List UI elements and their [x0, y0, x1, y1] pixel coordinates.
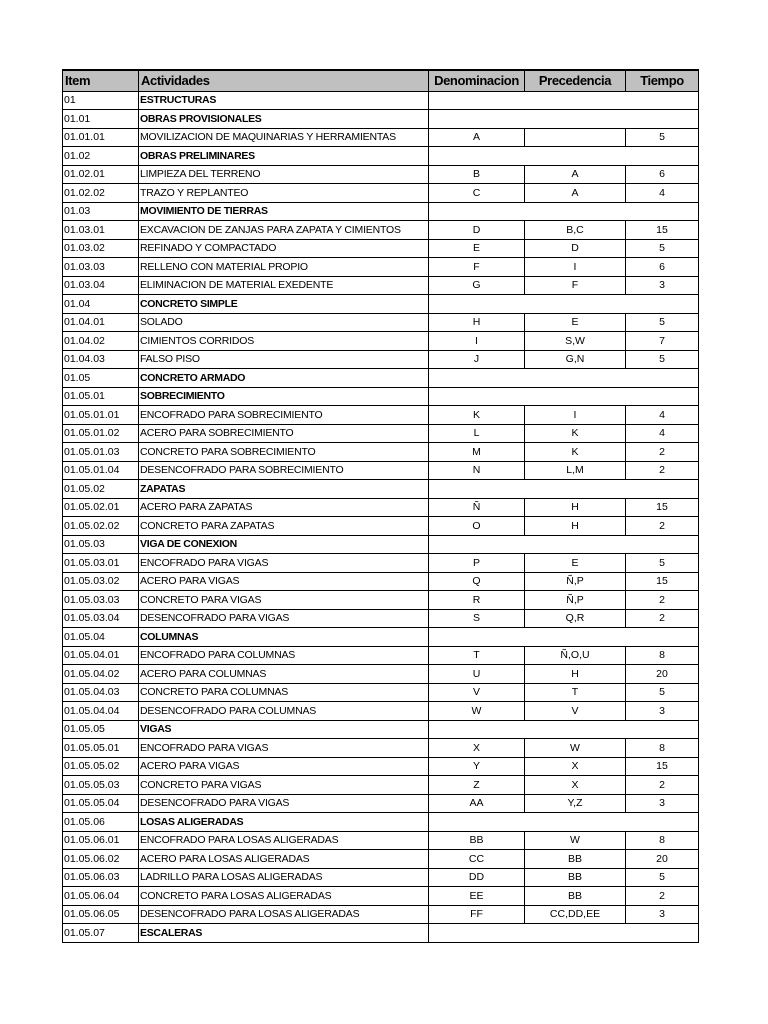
- table-row: [63, 128, 699, 147]
- table-row: [63, 776, 699, 795]
- cell-actividad[interactable]: ESTRUCTURAS: [139, 91, 429, 110]
- table-row: [63, 424, 699, 443]
- table-row: [63, 794, 699, 813]
- cell-item[interactable]: 01.05.05.01: [63, 739, 139, 758]
- cell-denominacion[interactable]: T: [429, 646, 525, 665]
- table-row: [63, 461, 699, 480]
- cell-item[interactable]: 01.05.05.02: [63, 757, 139, 776]
- cell-tiempo[interactable]: 5: [626, 239, 699, 258]
- cell-precedencia[interactable]: [525, 924, 626, 943]
- cell-actividad[interactable]: RELLENO CON MATERIAL PROPIO: [139, 258, 429, 277]
- cell-actividad[interactable]: REFINADO Y COMPACTADO: [139, 239, 429, 258]
- table-row: [63, 757, 699, 776]
- cell-precedencia[interactable]: G,N: [525, 350, 626, 369]
- cell-item[interactable]: 01.05.02.01: [63, 498, 139, 517]
- cell-precedencia[interactable]: T: [525, 683, 626, 702]
- table-row: [63, 313, 699, 332]
- cell-actividad[interactable]: ENCOFRADO PARA SOBRECIMIENTO: [139, 406, 429, 425]
- table-row: [63, 184, 699, 203]
- cell-tiempo[interactable]: [626, 628, 699, 647]
- cell-tiempo[interactable]: 8: [626, 831, 699, 850]
- cell-item[interactable]: 01.04: [63, 295, 139, 314]
- table-row: [63, 406, 699, 425]
- cell-item[interactable]: 01.05.04.03: [63, 683, 139, 702]
- cell-item[interactable]: 01: [63, 91, 139, 110]
- cell-denominacion[interactable]: [429, 387, 525, 406]
- cell-actividad[interactable]: LADRILLO PARA LOSAS ALIGERADAS: [139, 868, 429, 887]
- cell-item[interactable]: 01.03: [63, 202, 139, 221]
- cell-denominacion[interactable]: [429, 110, 525, 129]
- table-row: [63, 221, 699, 240]
- table-body: [63, 91, 699, 942]
- cell-denominacion[interactable]: W: [429, 702, 525, 721]
- section-row: [63, 387, 699, 406]
- cell-denominacion[interactable]: DD: [429, 868, 525, 887]
- cell-actividad[interactable]: EXCAVACION DE ZANJAS PARA ZAPATA Y CIMIENTOS: [139, 221, 429, 240]
- cell-precedencia[interactable]: V: [525, 702, 626, 721]
- cell-tiempo[interactable]: 5: [626, 128, 699, 147]
- table-row: [63, 683, 699, 702]
- cell-precedencia[interactable]: L,M: [525, 461, 626, 480]
- cell-item[interactable]: 01.05.06.03: [63, 868, 139, 887]
- table-row: [63, 165, 699, 184]
- cell-actividad[interactable]: ENCOFRADO PARA VIGAS: [139, 554, 429, 573]
- cell-denominacion[interactable]: [429, 480, 525, 499]
- cell-actividad[interactable]: MOVIMIENTO DE TIERRAS: [139, 202, 429, 221]
- cell-actividad[interactable]: VIGA DE CONEXION: [139, 535, 429, 554]
- column-header-item[interactable]: Item: [63, 70, 139, 91]
- cell-precedencia[interactable]: H: [525, 517, 626, 536]
- cell-precedencia[interactable]: BB: [525, 868, 626, 887]
- cell-tiempo[interactable]: 15: [626, 221, 699, 240]
- cell-actividad[interactable]: CONCRETO PARA ZAPATAS: [139, 517, 429, 536]
- cell-actividad[interactable]: ESCALERAS: [139, 924, 429, 943]
- cell-tiempo[interactable]: 5: [626, 313, 699, 332]
- cell-item[interactable]: 01.05.03.02: [63, 572, 139, 591]
- cell-tiempo[interactable]: 15: [626, 572, 699, 591]
- cell-actividad[interactable]: OBRAS PROVISIONALES: [139, 110, 429, 129]
- cell-denominacion[interactable]: M: [429, 443, 525, 462]
- cell-tiempo[interactable]: 3: [626, 702, 699, 721]
- cell-actividad[interactable]: DESENCOFRADO PARA SOBRECIMIENTO: [139, 461, 429, 480]
- cell-tiempo[interactable]: 2: [626, 776, 699, 795]
- cell-tiempo[interactable]: [626, 480, 699, 499]
- section-row: [63, 480, 699, 499]
- cell-denominacion[interactable]: C: [429, 184, 525, 203]
- cell-denominacion[interactable]: L: [429, 424, 525, 443]
- cell-denominacion[interactable]: R: [429, 591, 525, 610]
- table-row: [63, 868, 699, 887]
- cell-denominacion[interactable]: G: [429, 276, 525, 295]
- cell-item[interactable]: 01.03.04: [63, 276, 139, 295]
- cell-precedencia[interactable]: BB: [525, 887, 626, 906]
- section-row: [63, 369, 699, 388]
- cell-tiempo[interactable]: 4: [626, 406, 699, 425]
- cell-denominacion[interactable]: B: [429, 165, 525, 184]
- cell-precedencia[interactable]: I: [525, 406, 626, 425]
- cell-denominacion[interactable]: [429, 628, 525, 647]
- cell-tiempo[interactable]: 15: [626, 757, 699, 776]
- cell-precedencia[interactable]: X: [525, 757, 626, 776]
- cell-denominacion[interactable]: O: [429, 517, 525, 536]
- cell-actividad[interactable]: CIMIENTOS CORRIDOS: [139, 332, 429, 351]
- cell-denominacion[interactable]: FF: [429, 905, 525, 924]
- cell-precedencia[interactable]: B,C: [525, 221, 626, 240]
- column-header-precedencia[interactable]: Precedencia: [525, 70, 626, 91]
- cell-item[interactable]: 01.05.05.04: [63, 794, 139, 813]
- cell-precedencia[interactable]: S,W: [525, 332, 626, 351]
- cell-actividad[interactable]: ACERO PARA VIGAS: [139, 572, 429, 591]
- cell-denominacion[interactable]: N: [429, 461, 525, 480]
- cell-denominacion[interactable]: AA: [429, 794, 525, 813]
- cell-actividad[interactable]: COLUMNAS: [139, 628, 429, 647]
- cell-actividad[interactable]: ENCOFRADO PARA VIGAS: [139, 739, 429, 758]
- cell-item[interactable]: 01.03.01: [63, 221, 139, 240]
- cell-precedencia[interactable]: X: [525, 776, 626, 795]
- cell-item[interactable]: 01.05.01: [63, 387, 139, 406]
- cell-actividad[interactable]: CONCRETO PARA COLUMNAS: [139, 683, 429, 702]
- cell-denominacion[interactable]: CC: [429, 850, 525, 869]
- cell-tiempo[interactable]: 2: [626, 887, 699, 906]
- cell-precedencia[interactable]: Ñ,O,U: [525, 646, 626, 665]
- cell-denominacion[interactable]: Z: [429, 776, 525, 795]
- table-row: [63, 702, 699, 721]
- cell-actividad[interactable]: ENCOFRADO PARA LOSAS ALIGERADAS: [139, 831, 429, 850]
- cell-denominacion[interactable]: [429, 295, 525, 314]
- cell-tiempo[interactable]: 2: [626, 591, 699, 610]
- table-row: [63, 831, 699, 850]
- cell-tiempo[interactable]: 5: [626, 868, 699, 887]
- cell-precedencia[interactable]: Ñ,P: [525, 572, 626, 591]
- cell-item[interactable]: 01.05.05: [63, 720, 139, 739]
- cell-denominacion[interactable]: [429, 91, 525, 110]
- cell-precedencia[interactable]: Q,R: [525, 609, 626, 628]
- cell-precedencia[interactable]: I: [525, 258, 626, 277]
- cell-denominacion[interactable]: V: [429, 683, 525, 702]
- cell-tiempo[interactable]: 8: [626, 646, 699, 665]
- cell-item[interactable]: 01.05.06.02: [63, 850, 139, 869]
- cell-item[interactable]: 01.05.01.04: [63, 461, 139, 480]
- cell-actividad[interactable]: LIMPIEZA DEL TERRENO: [139, 165, 429, 184]
- section-row: [63, 535, 699, 554]
- cell-item[interactable]: 01.05.03: [63, 535, 139, 554]
- cell-item[interactable]: 01.04.02: [63, 332, 139, 351]
- cell-actividad[interactable]: DESENCOFRADO PARA LOSAS ALIGERADAS: [139, 905, 429, 924]
- cell-item[interactable]: 01.05.01.03: [63, 443, 139, 462]
- cell-tiempo[interactable]: 7: [626, 332, 699, 351]
- cell-denominacion[interactable]: P: [429, 554, 525, 573]
- cell-denominacion[interactable]: I: [429, 332, 525, 351]
- cell-tiempo[interactable]: [626, 369, 699, 388]
- cell-precedencia[interactable]: D: [525, 239, 626, 258]
- cell-actividad[interactable]: TRAZO Y REPLANTEO: [139, 184, 429, 203]
- cell-item[interactable]: 01.01: [63, 110, 139, 129]
- cell-tiempo[interactable]: 5: [626, 350, 699, 369]
- cell-tiempo[interactable]: 3: [626, 276, 699, 295]
- cell-denominacion[interactable]: E: [429, 239, 525, 258]
- table-row: [63, 258, 699, 277]
- cell-denominacion[interactable]: D: [429, 221, 525, 240]
- cell-precedencia[interactable]: A: [525, 184, 626, 203]
- cell-actividad[interactable]: FALSO PISO: [139, 350, 429, 369]
- cell-precedencia[interactable]: CC,DD,EE: [525, 905, 626, 924]
- cell-item[interactable]: 01.05.03.04: [63, 609, 139, 628]
- cell-tiempo[interactable]: 2: [626, 609, 699, 628]
- cell-item[interactable]: 01.05.01.01: [63, 406, 139, 425]
- cell-precedencia[interactable]: A: [525, 165, 626, 184]
- cell-actividad[interactable]: DESENCOFRADO PARA VIGAS: [139, 794, 429, 813]
- cell-tiempo[interactable]: [626, 91, 699, 110]
- cell-tiempo[interactable]: [626, 202, 699, 221]
- cell-denominacion[interactable]: U: [429, 665, 525, 684]
- cell-tiempo[interactable]: 20: [626, 850, 699, 869]
- cell-item[interactable]: 01.05.01.02: [63, 424, 139, 443]
- column-header-actividades[interactable]: Actividades: [139, 70, 429, 91]
- cell-actividad[interactable]: VIGAS: [139, 720, 429, 739]
- cell-item[interactable]: 01.05.06.05: [63, 905, 139, 924]
- cell-actividad[interactable]: MOVILIZACION DE MAQUINARIAS Y HERRAMIENTAS: [139, 128, 429, 147]
- cell-tiempo[interactable]: 15: [626, 498, 699, 517]
- cell-precedencia[interactable]: [525, 387, 626, 406]
- cell-item[interactable]: 01.03.03: [63, 258, 139, 277]
- cell-denominacion[interactable]: [429, 369, 525, 388]
- cell-precedencia[interactable]: Y,Z: [525, 794, 626, 813]
- cell-item[interactable]: 01.02.02: [63, 184, 139, 203]
- cell-tiempo[interactable]: [626, 720, 699, 739]
- cell-precedencia[interactable]: [525, 128, 626, 147]
- cell-precedencia[interactable]: [525, 480, 626, 499]
- cell-actividad[interactable]: ACERO PARA LOSAS ALIGERADAS: [139, 850, 429, 869]
- table-row: [63, 850, 699, 869]
- cell-precedencia[interactable]: [525, 628, 626, 647]
- table-row: [63, 609, 699, 628]
- cell-denominacion[interactable]: BB: [429, 831, 525, 850]
- cell-tiempo[interactable]: 4: [626, 184, 699, 203]
- table-row: [63, 350, 699, 369]
- cell-actividad[interactable]: ELIMINACION DE MATERIAL EXEDENTE: [139, 276, 429, 295]
- table-row: [63, 739, 699, 758]
- cell-item[interactable]: 01.05.04.04: [63, 702, 139, 721]
- cell-denominacion[interactable]: Q: [429, 572, 525, 591]
- cell-item[interactable]: 01.03.02: [63, 239, 139, 258]
- cell-tiempo[interactable]: [626, 147, 699, 166]
- cell-tiempo[interactable]: 2: [626, 461, 699, 480]
- cell-actividad[interactable]: LOSAS ALIGERADAS: [139, 813, 429, 832]
- column-header-denominacion[interactable]: Denominacion: [429, 70, 525, 91]
- cell-denominacion[interactable]: [429, 535, 525, 554]
- cell-item[interactable]: 01.05.03.03: [63, 591, 139, 610]
- table-row: [63, 554, 699, 573]
- cell-precedencia[interactable]: W: [525, 831, 626, 850]
- table-row: [63, 887, 699, 906]
- cell-precedencia[interactable]: K: [525, 443, 626, 462]
- cell-tiempo[interactable]: [626, 813, 699, 832]
- cell-actividad[interactable]: CONCRETO PARA SOBRECIMIENTO: [139, 443, 429, 462]
- cell-actividad[interactable]: OBRAS PRELIMINARES: [139, 147, 429, 166]
- cell-precedencia[interactable]: [525, 813, 626, 832]
- cell-tiempo[interactable]: [626, 295, 699, 314]
- cell-actividad[interactable]: CONCRETO SIMPLE: [139, 295, 429, 314]
- section-row: [63, 295, 699, 314]
- cell-precedencia[interactable]: [525, 720, 626, 739]
- cell-actividad[interactable]: ACERO PARA ZAPATAS: [139, 498, 429, 517]
- cell-actividad[interactable]: ACERO PARA COLUMNAS: [139, 665, 429, 684]
- cell-actividad[interactable]: SOBRECIMIENTO: [139, 387, 429, 406]
- cell-denominacion[interactable]: [429, 147, 525, 166]
- cell-denominacion[interactable]: K: [429, 406, 525, 425]
- cell-item[interactable]: 01.04.01: [63, 313, 139, 332]
- cell-actividad[interactable]: CONCRETO PARA VIGAS: [139, 591, 429, 610]
- cell-actividad[interactable]: CONCRETO PARA VIGAS: [139, 776, 429, 795]
- cell-actividad[interactable]: ENCOFRADO PARA COLUMNAS: [139, 646, 429, 665]
- cell-denominacion[interactable]: Y: [429, 757, 525, 776]
- cell-item[interactable]: 01.05.06: [63, 813, 139, 832]
- activities-table: [62, 69, 699, 943]
- cell-precedencia[interactable]: [525, 295, 626, 314]
- section-row: [63, 147, 699, 166]
- cell-tiempo[interactable]: 2: [626, 443, 699, 462]
- section-row: [63, 628, 699, 647]
- cell-precedencia[interactable]: W: [525, 739, 626, 758]
- cell-denominacion[interactable]: X: [429, 739, 525, 758]
- cell-tiempo[interactable]: 5: [626, 554, 699, 573]
- cell-tiempo[interactable]: 6: [626, 165, 699, 184]
- cell-item[interactable]: 01.05.05.03: [63, 776, 139, 795]
- cell-item[interactable]: 01.05: [63, 369, 139, 388]
- cell-precedencia[interactable]: H: [525, 498, 626, 517]
- cell-denominacion[interactable]: A: [429, 128, 525, 147]
- table-row: [63, 443, 699, 462]
- cell-precedencia[interactable]: F: [525, 276, 626, 295]
- cell-tiempo[interactable]: 8: [626, 739, 699, 758]
- cell-tiempo[interactable]: 6: [626, 258, 699, 277]
- cell-tiempo[interactable]: 5: [626, 683, 699, 702]
- cell-tiempo[interactable]: [626, 924, 699, 943]
- table-row: [63, 276, 699, 295]
- table-header-row: [63, 70, 699, 91]
- cell-actividad[interactable]: DESENCOFRADO PARA COLUMNAS: [139, 702, 429, 721]
- cell-precedencia[interactable]: [525, 369, 626, 388]
- cell-denominacion[interactable]: [429, 720, 525, 739]
- cell-item[interactable]: 01.05.03.01: [63, 554, 139, 573]
- cell-actividad[interactable]: ACERO PARA VIGAS: [139, 757, 429, 776]
- cell-denominacion[interactable]: H: [429, 313, 525, 332]
- cell-item[interactable]: 01.05.02: [63, 480, 139, 499]
- cell-tiempo[interactable]: [626, 535, 699, 554]
- cell-precedencia[interactable]: K: [525, 424, 626, 443]
- cell-precedencia[interactable]: [525, 147, 626, 166]
- cell-precedencia[interactable]: [525, 202, 626, 221]
- cell-denominacion[interactable]: F: [429, 258, 525, 277]
- section-row: [63, 110, 699, 129]
- cell-item[interactable]: 01.02.01: [63, 165, 139, 184]
- cell-denominacion[interactable]: J: [429, 350, 525, 369]
- section-row: [63, 813, 699, 832]
- section-row: [63, 720, 699, 739]
- cell-tiempo[interactable]: 4: [626, 424, 699, 443]
- cell-actividad[interactable]: DESENCOFRADO PARA VIGAS: [139, 609, 429, 628]
- cell-item[interactable]: 01.05.04: [63, 628, 139, 647]
- cell-item[interactable]: 01.05.04.02: [63, 665, 139, 684]
- cell-precedencia[interactable]: E: [525, 313, 626, 332]
- section-row: [63, 924, 699, 943]
- cell-tiempo[interactable]: [626, 110, 699, 129]
- cell-denominacion[interactable]: [429, 924, 525, 943]
- table-row: [63, 239, 699, 258]
- cell-precedencia[interactable]: H: [525, 665, 626, 684]
- cell-denominacion[interactable]: Ñ: [429, 498, 525, 517]
- table-row: [63, 572, 699, 591]
- cell-actividad[interactable]: ACERO PARA SOBRECIMIENTO: [139, 424, 429, 443]
- cell-precedencia[interactable]: [525, 535, 626, 554]
- table-row: [63, 665, 699, 684]
- table-row: [63, 646, 699, 665]
- cell-item[interactable]: 01.05.06.01: [63, 831, 139, 850]
- cell-precedencia[interactable]: [525, 91, 626, 110]
- cell-tiempo[interactable]: 3: [626, 794, 699, 813]
- cell-denominacion[interactable]: EE: [429, 887, 525, 906]
- cell-item[interactable]: 01.02: [63, 147, 139, 166]
- cell-tiempo[interactable]: 3: [626, 905, 699, 924]
- cell-item[interactable]: 01.05.07: [63, 924, 139, 943]
- cell-precedencia[interactable]: BB: [525, 850, 626, 869]
- cell-actividad[interactable]: SOLADO: [139, 313, 429, 332]
- cell-item[interactable]: 01.05.04.01: [63, 646, 139, 665]
- cell-actividad[interactable]: CONCRETO PARA LOSAS ALIGERADAS: [139, 887, 429, 906]
- cell-denominacion[interactable]: [429, 813, 525, 832]
- cell-denominacion[interactable]: S: [429, 609, 525, 628]
- table-row: [63, 332, 699, 351]
- cell-item[interactable]: 01.01.01: [63, 128, 139, 147]
- cell-item[interactable]: 01.05.02.02: [63, 517, 139, 536]
- cell-denominacion[interactable]: [429, 202, 525, 221]
- cell-tiempo[interactable]: [626, 387, 699, 406]
- cell-actividad[interactable]: CONCRETO ARMADO: [139, 369, 429, 388]
- table-row: [63, 905, 699, 924]
- cell-precedencia[interactable]: Ñ,P: [525, 591, 626, 610]
- table-row: [63, 591, 699, 610]
- section-row: [63, 202, 699, 221]
- cell-tiempo[interactable]: 2: [626, 517, 699, 536]
- cell-actividad[interactable]: ZAPATAS: [139, 480, 429, 499]
- column-header-tiempo[interactable]: Tiempo: [626, 70, 699, 91]
- table-row: [63, 498, 699, 517]
- cell-precedencia[interactable]: E: [525, 554, 626, 573]
- cell-tiempo[interactable]: 20: [626, 665, 699, 684]
- section-row: [63, 91, 699, 110]
- cell-item[interactable]: 01.04.03: [63, 350, 139, 369]
- table-row: [63, 517, 699, 536]
- cell-item[interactable]: 01.05.06.04: [63, 887, 139, 906]
- cell-precedencia[interactable]: [525, 110, 626, 129]
